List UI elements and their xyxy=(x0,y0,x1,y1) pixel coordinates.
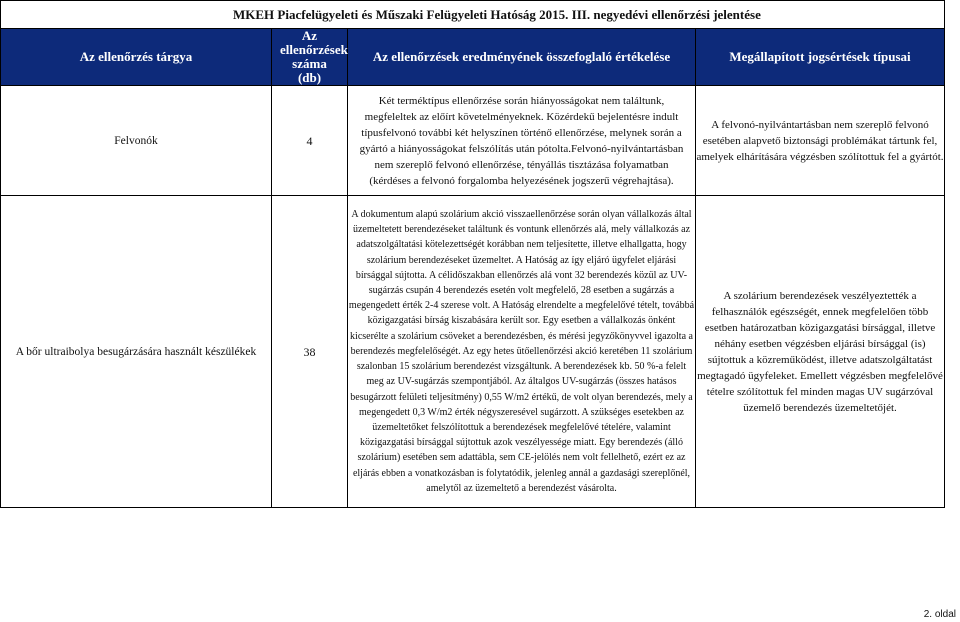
row-subject: A bőr ultraibolya besugárzására használt készülékek xyxy=(1,196,272,508)
table-row xyxy=(1,86,945,196)
header-summary: Az ellenőrzések eredményének összefoglaló értékelése xyxy=(348,29,696,86)
row-subject: Felvonók xyxy=(1,86,272,196)
row-count: 4 xyxy=(272,86,348,196)
report-title: MKEH Piacfelügyeleti és Műszaki Felügyeleti Hatóság 2015. III. negyedévi ellenőrzési jelentése xyxy=(233,7,761,22)
row-violations: A szolárium berendezések veszélyeztették a felhasználók egészségét, ennek megfelelően több esetben határozatban közigazgatási bírsággal, illetve néhány esetben végzésben eljárási bírsággal (is) sújtottuk a közreműködést, illetve adatszolgáltatást megtagadó ügyfeleket. Emellett végzésben megfelelővé tételre szólítottuk fel minden magas UV sugárzóval üzemelő berendezés üzemeltetőjét. xyxy=(696,196,945,508)
header-subject: Az ellenőrzés tárgya xyxy=(1,29,272,86)
row-summary: Két terméktípus ellenőrzése során hiányosságokat nem találtunk, megfeleltek az előírt követelményeknek. Közérdekű bejelentésre indult típusfelvonó további két helyszínen történő ellenőrzése, melynek során a gyártó a hiányosságokat felszólítás után pótolta.Felvonó-nyilvántartásban nem szereplő felvonó ellenőrzése, tényállás tisztázása folyamatban (kérdéses a felvonó forgalomba helyezésének jogszerű végrehajtása). xyxy=(348,86,696,196)
report-table xyxy=(0,28,945,508)
row-summary: A dokumentum alapú szolárium akció visszaellenőrzése során olyan vállalkozás által üzemeltetett berendezéseket találtunk és vontunk ellenőrzés alá, mely vállalkozás az adatszolgáltatási kötelezettségét korábban nem teljesítette, illetve elhallgatta, hogy szolárium berendezéseket üzemeltet. A Hatóság az így eljáró ügyfelet eljárási bírsággal sújtotta. A célidőszakban ellenőrzés alá vont 32 berendezés közül az UV-sugárzás csupán 4 berendezés esetén volt megfelelő, 28 esetben a sugárzás a megengedett érték 2-4 szerese volt. A Hatóság elrendelte a megfelelővé tételt, továbbá közigazgatási bírság kiszabására került sor. Egy esetben a vállalkozás önként kicserélte a szolárium csöveket a berendezésben, és mérési jegyzőkönyvvel igazolta a berendezés megfelelőségét. Az egy hetes ütőellenőrzési akció keretében 11 szolárium szalonban 15 szolárium berendezést vizsgáltunk. A berendezések kb. 50 %-a felelt meg az UV-sugárzás szempontjából. Az általgos UV-sugárzás (összes hatásos besugárzott felületi teljesítmény) 0,55 W/m2 értékű, de volt olyan berendezés, mely a megengedett 0,3 W/m2 érték négyszeresével sugárzott. A szükséges esetekben az üzemeltetőket felszólítottuk a berendezések megfelelővé tételére, valamint közigazgatási bírsággal sújtottuk azok veszélyessége miatt. Egy berendezés (álló szolárium) esetében sem adattábla, sem CE-jelölés nem volt fellelhető, ezért ez az eljárás ebben a vonatkozásban is folytatódik, jelenleg annál a gazdasági szereplőnél, amelytől az üzemeltető a berendezést vásárolta. xyxy=(348,196,696,508)
row-violations: A felvonó-nyilvántartásban nem szereplő felvonó esetében alapvető biztonsági problémákat tártunk fel, amelyek elhárítására végzésben szólítottuk fel a gyártót. xyxy=(696,86,945,196)
row-count: 38 xyxy=(272,196,348,508)
table-row xyxy=(1,196,945,508)
header-row xyxy=(1,29,945,86)
page-number: 2. oldal xyxy=(923,609,956,620)
header-violations: Megállapított jogsértések típusai xyxy=(696,29,945,86)
header-count: Az ellenőrzések száma (db) xyxy=(272,29,348,86)
report-title-bar xyxy=(0,0,945,29)
